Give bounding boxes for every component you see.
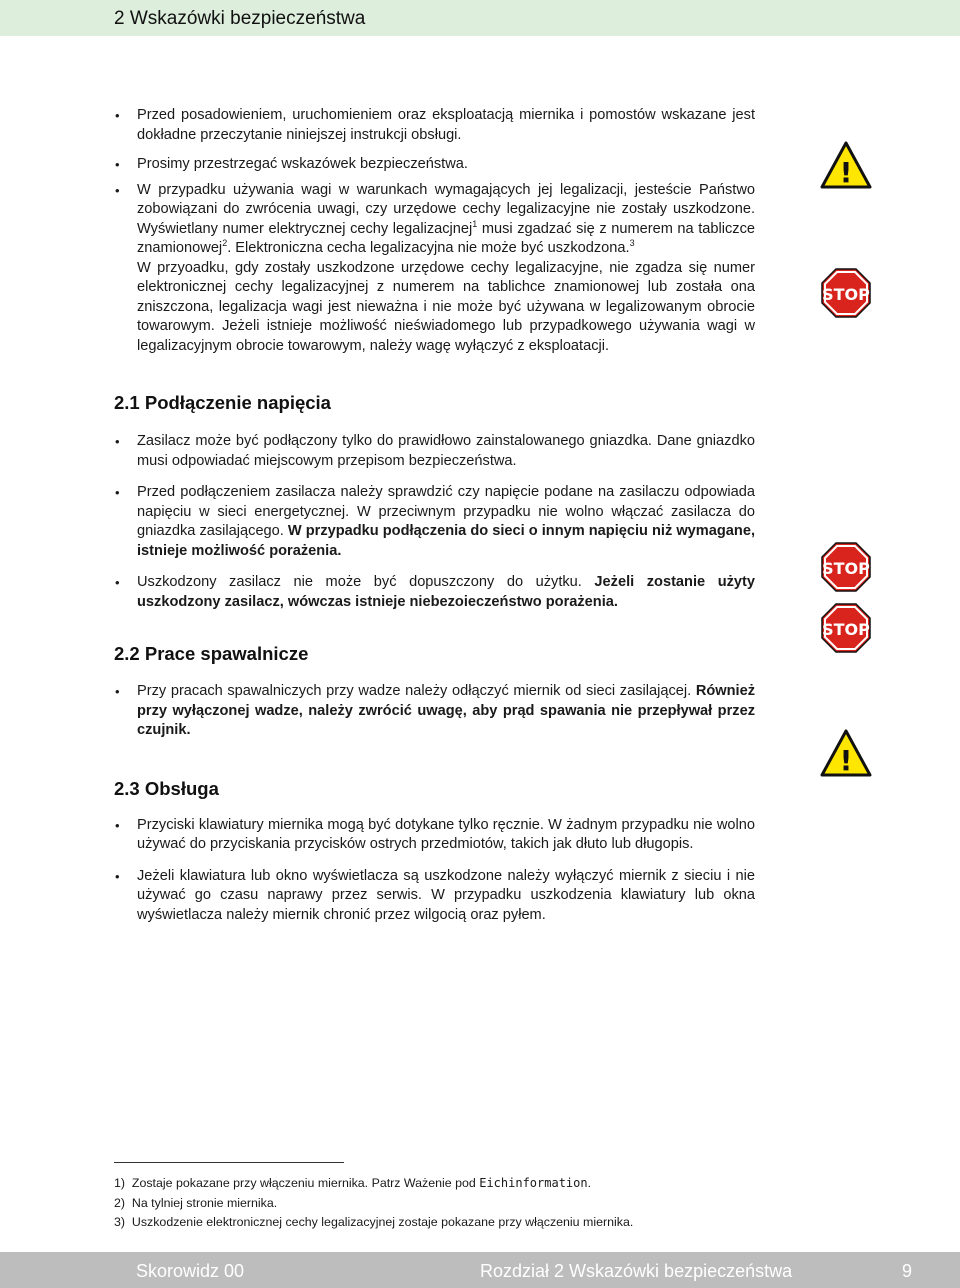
svg-text:STOP: STOP (822, 559, 870, 578)
svg-text:STOP: STOP (822, 285, 870, 304)
stop-sign-icon (821, 603, 871, 653)
list-item: • Jeżeli klawiatura lub okno wyświetlacza są uszkodzone należy wyłączyć miernik z sieciu i nie używać go czasu naprawy przez serwis. W przypadku uszkodzenia klawiatury lub okna wyświetlacza należy miernik chronić przez wilgocią oraz pyłem. (114, 867, 755, 926)
list-item: • Przy pracach spawalniczych przy wadze należy odłączyć miernik od sieci zasilającej. Również przy wyłączonej wadze, należy zwrócić uwagę, aby prąd spawania nie przepływał przez czujnik. (114, 682, 755, 741)
paragraph: W przyoadku, gdy zostały uszkodzone urzędowe cechy legalizacyjne, nie zgadza się numer elektronicznej cechy legalizacyjnej z numerem na tablichce znamionowej lub została ona zniszczona, legalizacja wagi jest nieważna i nie może być używana w legalizowanym obrocie towarowym. Jeżeli istnieje możliwość nieświadomego lub przypadkowego używania wagi w legalizacyjnym obrocie towarowym, należy wagę wyłączyć z eksploatacji. (137, 259, 755, 354)
list-item: • Przed podłączeniem zasilacza należy sprawdzić czy napięcie podane na zasilaczu odpowiada napięciu w sieci energetycznej. W przeciwnym przypadku nie wolno włączać zasilacza do gniazdka zasilającego. W przypadku podłączenia do sieci o innym napięciu niż wymagane, istnieje możliwość porażenia. (114, 483, 755, 561)
list-item: • Przed posadowieniem, uruchomieniem oraz eksploatacją miernika i pomostów wskazane jest dokładne przeczytanie niniejszej instrukcji obsługi. (114, 106, 755, 145)
footer-document-id: Skorowidz 00 (136, 1261, 245, 1281)
paragraph: • W przypadku używania wagi w warunkach wymagających jej legalizacji, jesteście Państwo zobowiązani do zwrócenia uwagi, czy urzędowe cechy legalizacyjne nie zostały uszkodzone. Wyświetlany numer elektrycznej cechy legalizacjnej$^1$ musi zgadzać się z numerem na tabliczce znamionowej$^2$. Elektroniczna cecha legalizacyjna nie może być uszkodzona.$^3$ (137, 181, 755, 256)
footer-chapter-title: Rozdział 2 Wskazówki bezpieczeństwa (480, 1261, 793, 1281)
section-title-2-1: 2.1 Podłączenie napięcia (114, 392, 331, 413)
page-number: 9 (902, 1261, 913, 1281)
page-header-title: 2 Wskazówki bezpieczeństwa (114, 8, 366, 29)
footnote-3: 3) Uszkodzenie elektronicznej cechy legalizacyjnej zostaje pokazane przy włączeniu miernika. (114, 1215, 634, 1229)
section-title-2-3: 2.3 Obsługa (114, 777, 219, 799)
footer-bar (0, 1252, 960, 1288)
section-2-2-list (114, 682, 755, 741)
list-item: • Prosimy przestrzegać wskazówek bezpieczeństwa. (114, 155, 755, 175)
list-item (114, 181, 755, 357)
footnote-2: 2) Na tylniej stronie miernika. (114, 1195, 278, 1210)
svg-text:STOP: STOP (822, 620, 870, 639)
footnotes (114, 1174, 814, 1233)
footnote-1: 1) Zostaje pokazane przy włączeniu miernika. Patrz Ważenie pod Eichinformation. (114, 1176, 592, 1190)
stop-sign-icon (821, 268, 871, 318)
svg-text:!: ! (839, 744, 853, 777)
section-2-1-list (114, 432, 755, 612)
header-bar (0, 0, 960, 36)
main-content (114, 106, 755, 935)
stop-sign-icon (821, 542, 871, 592)
svg-text:!: ! (839, 156, 853, 189)
warning-sign-icon (820, 728, 872, 778)
warning-sign-icon (820, 140, 872, 190)
list-item: • Przyciski klawiatury miernika mogą być dotykane tylko ręcznie. W żadnym przypadku nie wolno używać do przyciskania przycisków ostrych przedmiotów, takich jak dłuto lub długopis. (114, 816, 755, 855)
intro-list (114, 106, 755, 356)
section-2-3-list (114, 816, 755, 926)
footnote-separator (114, 1162, 344, 1163)
list-item: • Uszkodzony zasilacz nie może być dopuszczony do użytku. Jeżeli zostanie użyty uszkodzony zasilacz, wówczas istnieje niebezoieczeństwo porażenia. (114, 573, 755, 612)
list-item: • Zasilacz może być podłączony tylko do prawidłowo zainstalowanego gniazdka. Dane gniazdko musi odpowiadać miejscowym przepisom bezpieczeństwa. (114, 432, 755, 471)
section-title-2-2: 2.2 Prace spawalnicze (114, 643, 309, 664)
